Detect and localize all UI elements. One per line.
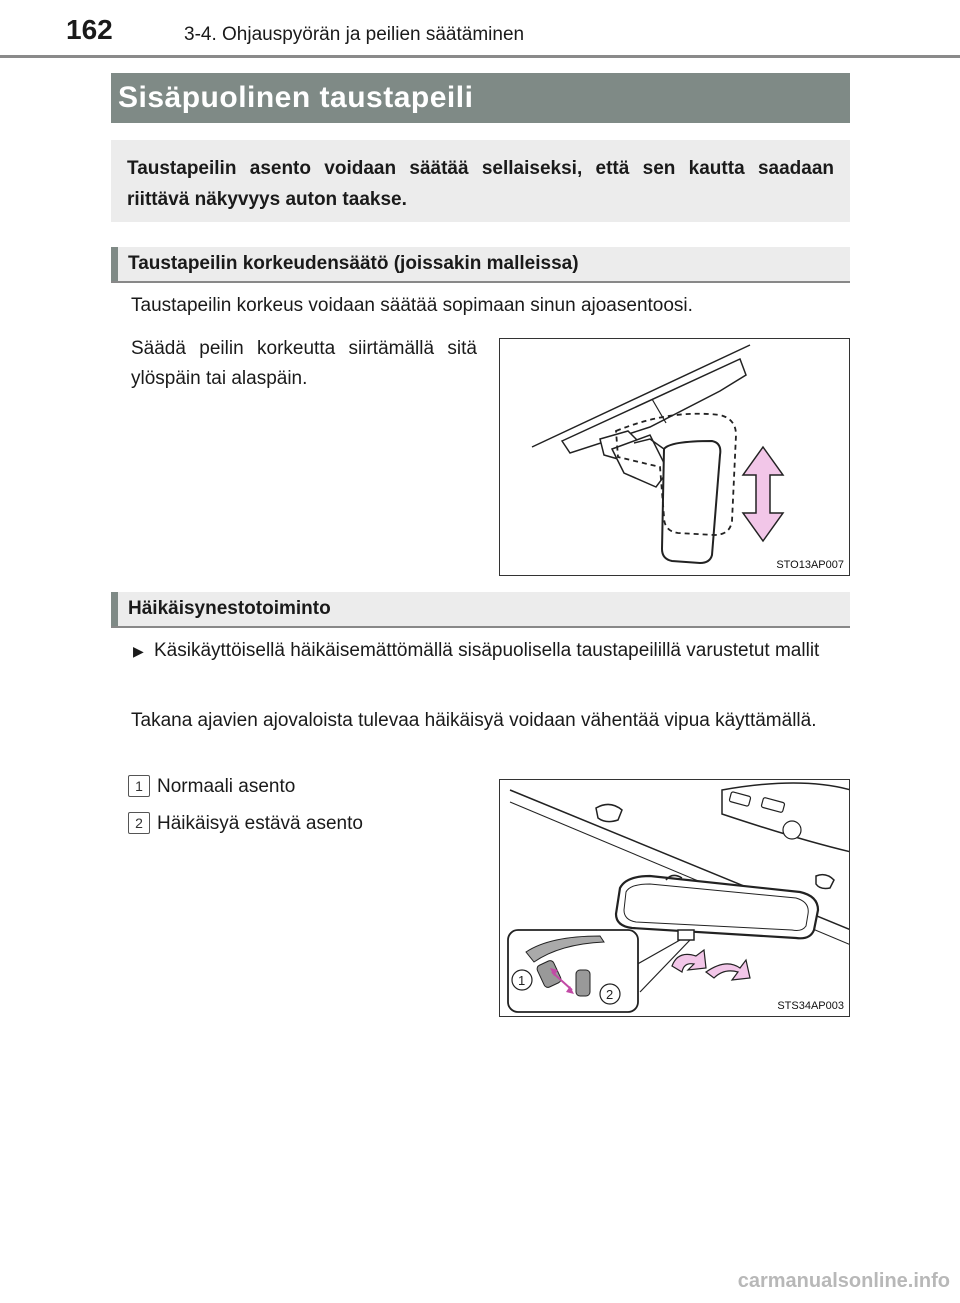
figure-anti-glare-lever [499,779,850,1017]
intro-text: Taustapeilin asento voidaan säätää sellaiseksi, että sen kautta saadaan riittävä näkyvyys auton taakse. [127,158,834,210]
figure-mirror-height [499,338,850,576]
svg-text:2: 2 [606,987,614,1002]
section-heading-text: Taustapeilin korkeudensäätö (joissakin malleissa) [128,253,579,274]
bullet-models-text: Käsikäyttöisellä häikäisemättömällä sisäpuolisella taustapeilillä varustetut mallit [154,640,820,661]
section-heading-height-adjust [111,247,850,283]
item-anti-glare-position: Häikäisyä estävä asento [157,813,363,834]
bullet-triangle-icon: ▶ [133,643,144,659]
intro-box [111,140,850,222]
page-title: Sisäpuolinen taustapeili [111,73,850,123]
figure-code: STS34AP003 [777,1000,844,1012]
mirror-height-illustration [500,339,850,576]
section-heading-anti-glare [111,592,850,628]
heading-lead-bar [111,592,118,626]
watermark: carmanualsonline.info [737,1270,950,1292]
number-badge-2: 2 [128,812,150,834]
section-heading-text: Häikäisynestotoiminto [128,598,331,619]
page-number: 162 [66,14,113,45]
item-normal-position: Normaali asento [157,776,296,797]
figure-code: STO13AP007 [776,559,844,571]
height-adjust-paragraph: Taustapeilin korkeus voidaan säätää sopimaan sinun ajoasentoosi. [131,295,693,316]
anti-glare-illustration [500,780,850,1017]
header-rule [0,55,960,58]
heading-lead-bar [111,247,118,281]
height-adjust-instruction: Säädä peilin korkeutta siirtämällä sitä ylöspäin tai alaspäin. [131,338,477,389]
number-badge-1: 1 [128,775,150,797]
running-head: 3-4. Ohjauspyörän ja peilien säätäminen [184,24,525,45]
anti-glare-paragraph: Takana ajavien ajovaloista tulevaa häikäisyä voidaan vähentää vipua käyttämällä. [131,710,817,731]
svg-text:1: 1 [518,973,526,988]
